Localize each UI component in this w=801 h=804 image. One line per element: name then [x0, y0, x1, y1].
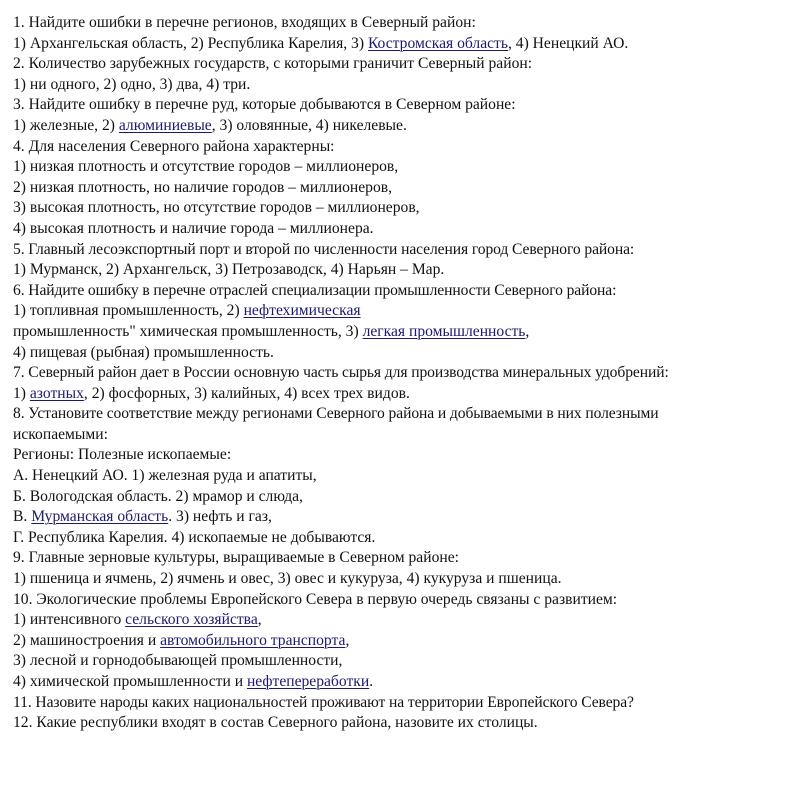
question-6: 6. Найдите ошибку в перечне отраслей специализации промышленности Северного района: [13, 281, 617, 299]
question-2: 2. Количество зарубежных государств, с которыми граничит Северный район: [13, 55, 533, 73]
match-row-a: А. Ненецкий АО. 1) железная руда и апатиты, [13, 467, 317, 485]
question-12: 12. Какие республики входят в состав Северного района, назовите их столицы. [13, 714, 538, 732]
answers-2: 1) ни одного, 2) одно, 3) два, 4) три. [13, 75, 251, 93]
match-row-v: В. Мурманская область. 3) нефть и газ, [13, 508, 272, 526]
question-8-line-1: 8. Установите соответствие между регионами Северного района и добываемыми в них полезными [13, 405, 659, 423]
question-8-header: Регионы: Полезные ископаемые: [13, 446, 232, 464]
answer-4-1: 1) низкая плотность и отсутствие городов – миллионеров, [13, 158, 399, 176]
answer-4-3: 3) высокая плотность, но отсутствие городов – миллионеров, [13, 199, 420, 217]
link-oil-refining[interactable]: нефтепереработки [246, 673, 370, 690]
link-kostroma-region[interactable]: Костромская область [367, 34, 508, 52]
answer-6-line-1: 1) топливная промышленность, 2) нефтехимическая [13, 302, 361, 320]
link-petrochemical[interactable]: нефтехимическая [243, 302, 361, 320]
answers-5: 1) Мурманск, 2) Архангельск, 3) Петрозаводск, 4) Нарьян – Мар. [13, 261, 445, 279]
link-automobile-transport[interactable]: автомобильного транспорта [160, 631, 346, 649]
answer-6-line-2: промышленность" химическая промышленность, 3) легкая промышленность, [13, 322, 530, 340]
link-murmansk-region[interactable]: Мурманская область [31, 508, 169, 526]
question-3: 3. Найдите ошибку в перечне руд, которые добываются в Северном районе: [13, 96, 516, 114]
question-4: 4. Для населения Северного района характерны: [13, 137, 335, 155]
answer-6-line-3: 4) пищевая (рыбная) промышленность. [13, 343, 274, 361]
link-aluminum[interactable]: алюминиевые [118, 116, 212, 134]
question-8-line-2: ископаемыми: [13, 425, 108, 443]
answer-10-3: 3) лесной и горнодобывающей промышленности, [13, 652, 343, 670]
answer-10-2: 2) машиностроения и автомобильного транспорта, [13, 631, 350, 649]
answer-10-4: 4) химической промышленности и нефтепереработки. [13, 673, 374, 690]
answer-4-4: 4) высокая плотность и наличие города – миллионера. [13, 219, 374, 237]
link-light-industry[interactable]: легкая промышленность [362, 322, 526, 340]
question-5: 5. Главный лесоэкспортный порт и второй по численности населения город Северного района: [13, 240, 635, 258]
answer-4-2: 2) низкая плотность, но наличие городов – миллионеров, [13, 178, 393, 196]
quiz-document [13, 13, 793, 734]
link-nitrogen[interactable]: азотных [29, 384, 84, 402]
question-7: 7. Северный район дает в России основную часть сырья для производства минеральных удобрений: [13, 364, 669, 382]
match-row-g: Г. Республика Карелия. 4) ископаемые не добываются. [13, 528, 376, 546]
question-10: 10. Экологические проблемы Европейского Севера в первую очередь связаны с развитием: [13, 590, 618, 608]
answers-1: 1) Архангельская область, 2) Республика Карелия, 3) Костромская область, 4) Ненецкий АО. [13, 34, 629, 52]
question-1: 1. Найдите ошибки в перечне регионов, входящих в Северный район: [13, 14, 476, 31]
match-row-b: Б. Вологодская область. 2) мрамор и слюда, [13, 487, 303, 505]
answers-9: 1) пшеница и ячмень, 2) ячмень и овес, 3) овес и кукуруза, 4) кукуруза и пшеница. [13, 570, 562, 588]
answers-3: 1) железные, 2) алюминиевые, 3) оловянные, 4) никелевые. [13, 116, 407, 134]
question-9: 9. Главные зерновые культуры, выращиваемые в Северном районе: [13, 549, 459, 567]
answer-10-1: 1) интенсивного сельского хозяйства, [13, 611, 262, 629]
question-11: 11. Назовите народы каких национальностей проживают на территории Европейского Севера? [13, 693, 634, 711]
answers-7: 1) азотных, 2) фосфорных, 3) калийных, 4) всех трех видов. [13, 384, 410, 402]
link-agriculture[interactable]: сельского хозяйства [125, 611, 258, 629]
